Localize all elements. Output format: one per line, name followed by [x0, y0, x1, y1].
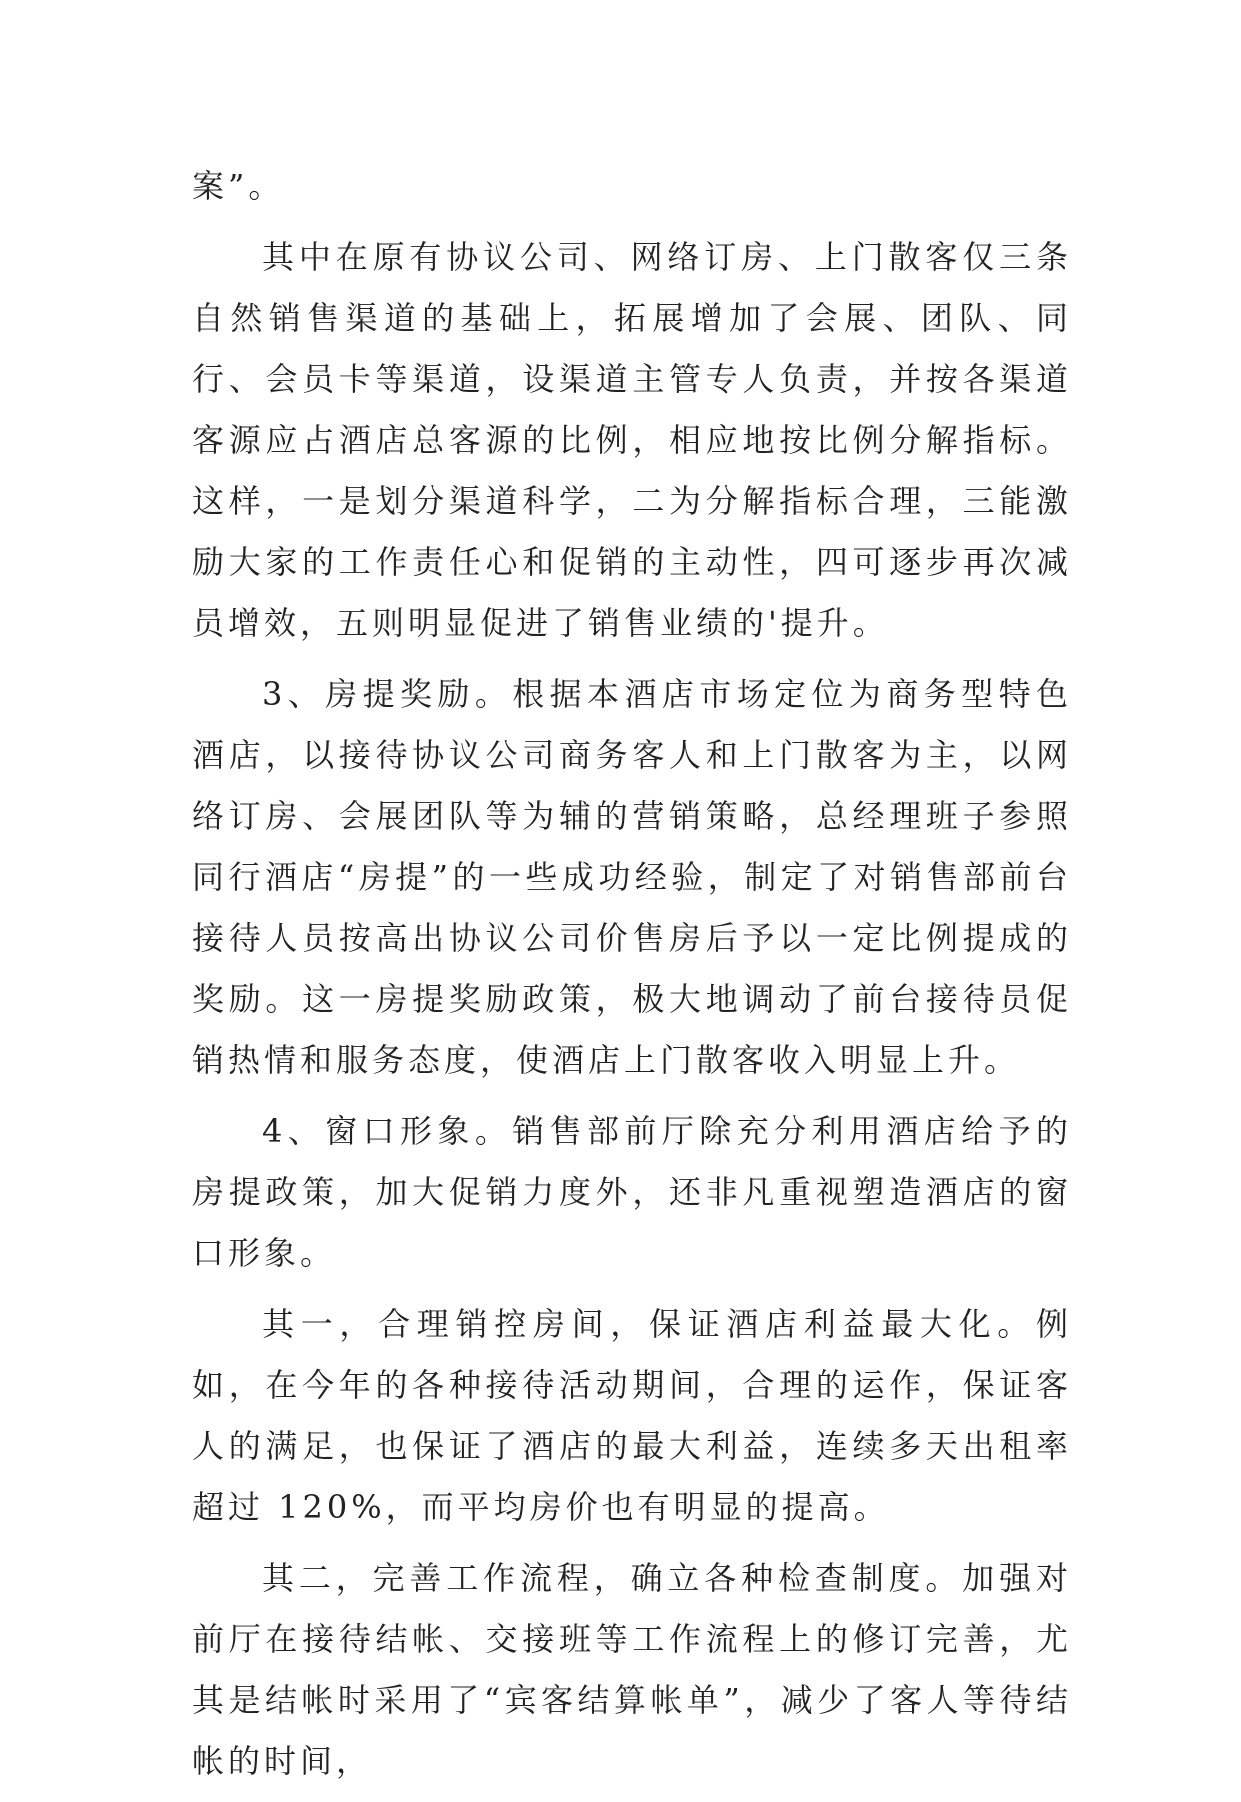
paragraph-first-point: 其一，合理销控房间，保证酒店利益最大化。例如，在今年的各种接待活动期间，合理的运作，保证客人的满足，也保证了酒店的最大利益，连续多天出租率超过 120%，而平均房价也有明显的提高。: [192, 1305, 1072, 1526]
paragraph-sales-channels: 其中在原有协议公司、网络订房、上门散客仅三条自然销售渠道的基础上，拓展增加了会展、团队、同行、会员卡等渠道，设渠道主管专人负责，并按各渠道客源应占酒店总客源的比例，相应地按比例分解指标。这样，一是划分渠道科学，二为分解指标合理，三能激励大家的工作责任心和促销的主动性，四可逐步再次减员增效，五则明显促进了销售业绩的'提升。: [192, 238, 1072, 642]
paragraph-room-commission: 3、房提奖励。根据本酒店市场定位为商务型特色酒店，以接待协议公司商务客人和上门散客为主，以网络订房、会展团队等为辅的营销策略，总经理班子参照同行酒店“房提”的一些成功经验，制定了对销售部前台接待人员按高出协议公司价售房后予以一定比例提成的奖励。这一房提奖励政策，极大地调动了前台接待员促销热情和服务态度，使酒店上门散客收入明显上升。: [192, 675, 1072, 1079]
paragraph-continuation: 案”。: [192, 167, 285, 205]
paragraph-second-point: 其二，完善工作流程，确立各种检查制度。加强对前厅在接待结帐、交接班等工作流程上的修订完善，尤其是结帐时采用了“宾客结算帐单”，减少了客人等待结帐的时间，: [192, 1559, 1072, 1780]
document-body: [192, 156, 1072, 1802]
paragraph-window-image: 4、窗口形象。销售部前厅除充分利用酒店给予的房提政策，加大促销力度外，还非凡重视塑造酒店的窗口形象。: [192, 1112, 1072, 1272]
